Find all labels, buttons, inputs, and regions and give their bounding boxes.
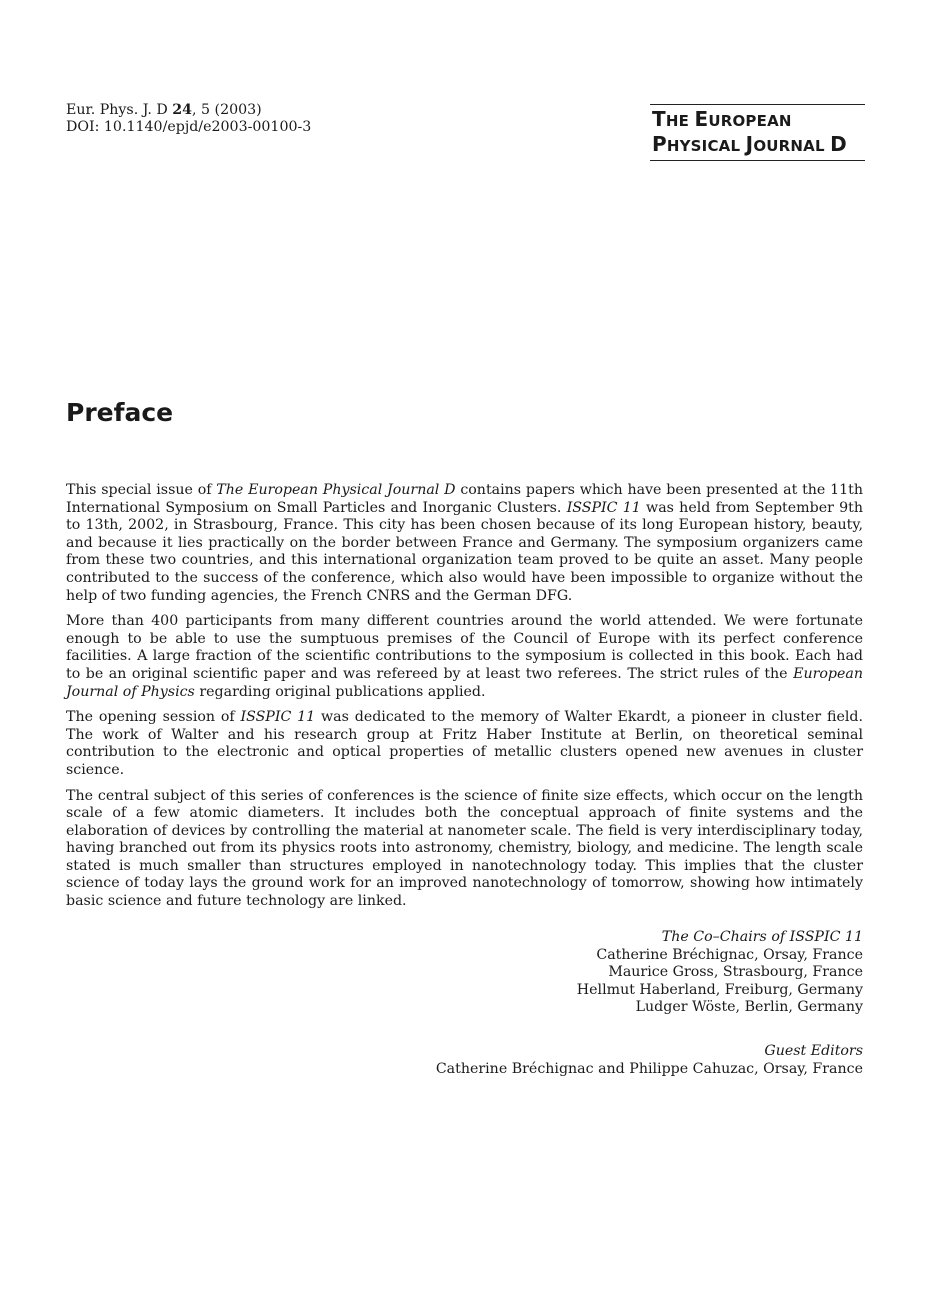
- cochairs-signature: [577, 929, 863, 1017]
- editors-role: Guest Editors: [764, 1043, 863, 1059]
- p1-b: The European Physical Journal D: [216, 482, 456, 498]
- jl2-d: OURNAL: [753, 137, 831, 155]
- paragraph-1: [66, 482, 863, 605]
- cochair-name: Ludger Wöste, Berlin, Germany: [635, 999, 863, 1015]
- journal-logo: [650, 104, 865, 161]
- p3-c: was dedicated to the memory of Walter Ekardt, a pioneer in cluster field. The work of Walter and his research group at Fritz Haber Institute at Berlin, on theoretical seminal contribution to the electronic and optical properties of metallic clusters opened new avenues in cluster science.: [66, 709, 863, 778]
- jl2-a: P: [652, 132, 667, 156]
- p3-a: The opening session of: [66, 709, 241, 726]
- citation-line: [66, 102, 311, 119]
- volume-number: 24: [172, 102, 192, 118]
- citation-suffix: , 5 (2003): [191, 102, 262, 118]
- jl2-c: J: [745, 132, 754, 156]
- paragraph-2: [66, 613, 863, 701]
- jl1-a: T: [652, 107, 666, 131]
- editors-names: Catherine Bréchignac and Philippe Cahuzac, Orsay, France: [435, 1060, 863, 1077]
- journal-line-1: [652, 108, 865, 133]
- p2-b: European Journal of Physics: [66, 665, 863, 700]
- paragraph-4: The central subject of this series of conferences is the science of finite size effects, which occur on the length scale of a few atomic diameters. It includes both the conceptual approach of finite systems and the elaboration of devices by controlling the material at nanometer scale. The field is very interdisciplinary today, having branched out from its physics roots into astronomy, chemistry, biology, and medicine. The length scale stated is much smaller than structures employed in nanotechnology today. This implies that the cluster science of today lays the ground work for an improved nanotechnology of tomorrow, showing how intimately basic science and future technology are linked.: [66, 787, 863, 910]
- jl1-b: HE: [665, 112, 695, 130]
- p1-a: This special issue of: [66, 482, 217, 498]
- p1-e: was held from September 9th to 13th, 2002, in Strasbourg, France. This city has been chosen because of its long European history, beauty, and because it lies practically on the border between France and Germany. The symposium organizers came from these two countries, and this international organization team proved to be quite an asset. Many people contributed to the success of the conference, which also would have been impossible to organize without the help of two funding agencies, the French CNRS and the German DFG.: [66, 499, 863, 604]
- cochair-name: Maurice Gross, Strasbourg, France: [608, 964, 863, 980]
- doi-line: DOI: 10.1140/epjd/e2003-00100-3: [66, 119, 312, 135]
- preface-body: [66, 482, 863, 919]
- citation-prefix: Eur. Phys. J. D: [66, 102, 173, 118]
- p3-b: ISSPIC 11: [240, 709, 316, 726]
- journal-line-2: [652, 133, 865, 158]
- cochairs-role: The Co–Chairs of ISSPIC 11: [661, 929, 863, 945]
- paragraph-3: [66, 709, 863, 779]
- p2-c: regarding original publications applied.: [194, 683, 486, 700]
- p1-d: ISSPIC 11: [566, 499, 641, 516]
- citation: [66, 102, 311, 136]
- p2-a: More than 400 participants from many different countries around the world attended. We were fortunate enough to be able to use the sumptuous premises of the Council of Europe with its perfect conference facilities. A large fraction of the scientific contributions to the symposium is collected in this book. Each had to be an original scientific paper and was refereed by at least two referees. The strict rules of the: [66, 613, 863, 682]
- jl1-c: E: [694, 107, 709, 131]
- jl2-e: D: [830, 132, 847, 156]
- page-title: Preface: [66, 398, 174, 427]
- cochair-name: Hellmut Haberland, Freiburg, Germany: [576, 981, 863, 998]
- editors-signature: [436, 1043, 863, 1078]
- jl2-b: HYSICAL: [666, 137, 746, 155]
- cochair-name: Catherine Bréchignac, Orsay, France: [596, 946, 863, 963]
- p1-c: contains papers which have been presented at the 11th International Symposium on Small Particles and Inorganic Clusters.: [66, 482, 864, 516]
- jl1-d: UROPEAN: [708, 112, 792, 130]
